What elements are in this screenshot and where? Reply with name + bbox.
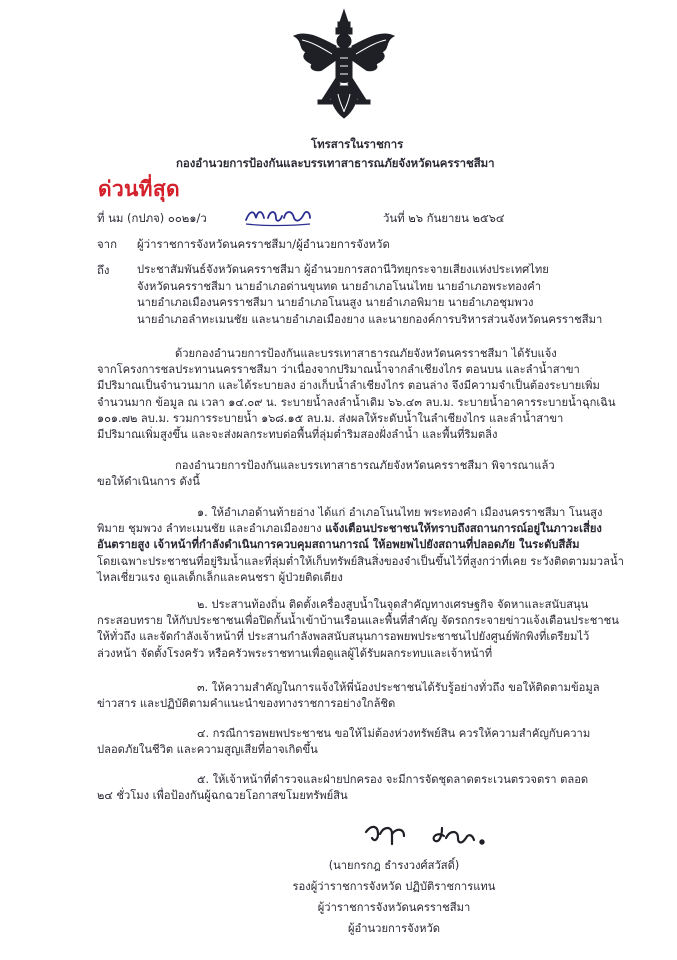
item-2 [97,597,619,662]
to-line: จังหวัดนครราชสีมา นายอำเภอด่านขุนทด นายอำเภอโนนไทย นายอำเภอพระทองคำ [137,279,542,293]
consider-line: ขอให้ดำเนินการ ดังนี้ [97,475,200,489]
item-1-line [97,521,624,537]
signer-name: (นายกรกฎ ธำรงวงศ์สวัสดิ์) [328,859,460,872]
consider-paragraph [97,458,555,490]
item-1-line: โดยเฉพาะประชาชนที่อยู่ริมน้ำและที่ลุ่มต่ำให้เก็บทรัพย์สินสิ่งของจำเป็นขึ้นไว้ที่สูงกว่าที่เคย ระวังติดตามมวลน้ำ [97,554,624,568]
item-3-line: ข่าวสาร และปฏิบัติตามคำแนะนำของทางราชการอย่างใกล้ชิด [97,697,396,711]
intro-line: มีปริมาณเป็นจำนวนมาก และได้ระบายลง อ่างเก็บน้ำลำเชียงไกร ตอนล่าง จึงมีความจำเป็นต้องระบายเพิ่ม [97,379,600,393]
intro-line: ด้วยกองอำนวยการป้องกันและบรรเทาสาธารณภัยจังหวัดนครราชสีมา ได้รับแจ้ง [175,347,557,360]
reference-number: ที่ นม (กปภจ) ๐๐๒๑/ว [97,211,207,225]
to-recipients [137,262,602,328]
item-1-text: พิมาย ชุมพวง ลำทะเมนชัย และอำเภอเมืองยาง [97,522,326,536]
intro-paragraph [97,346,616,443]
consider-line: กองอำนวยการป้องกันและบรรเทาสาธารณภัยจังหวัดนครราชสีมา พิจารณาแล้ว [175,459,555,472]
to-line: ประชาสัมพันธ์จังหวัดนครราชสีมา ผู้อำนวยการสถานีวิทยุกระจายเสียงแห่งประเทศไทย [137,263,549,276]
item-1 [97,505,624,586]
item-2-line: กระสอบทราย ให้กับประชาชนเพื่อปิดกั้นน้ำเข้าบ้านเรือนและพื้นที่สำคัญ จัดรถกระจายข่าวแจ้งเตือนประชาชน [97,614,619,628]
item-5-line: ๒๔ ชั่วโมง เพื่อป้องกันผู้ฉกฉวยโอกาสขโมยทรัพย์สิน [97,789,348,803]
from-text: ผู้ว่าราชการจังหวัดนครราชสีมา/ผู้อำนวยการจังหวัด [137,237,390,251]
garuda-emblem-icon [292,8,396,120]
document-date: วันที่ ๒๖ กันยายน ๒๕๖๔ [383,211,505,225]
signer-position-1: รองผู้ว่าราชการจังหวัด ปฏิบัติราชการแทน [292,880,496,893]
item-5-line: ๕. ให้เจ้าหน้าที่ตำรวจและฝ่ายปกครอง จะมีการจัดชุดลาดตระเวนตรวจตรา ตลอด [197,773,589,786]
to-line: นายอำเภอเมืองนครราชสีมา นายอำเภอโนนสูง นายอำเภอพิมาย นายอำเภอชุมพวง [137,296,534,309]
item-3-line: ๓. ให้ความสำคัญในการแจ้งให้พี่น้องประชาชนได้รับรู้อย่างทั่วถึง ขอให้ติดตามข้อมูล [197,681,600,694]
item-1-emphasis: อันตรายสูง เจ้าหน้าที่กำลังดำเนินการควบคุมสถานการณ์ ให้อพยพไปยังสถานที่ปลอดภัย ในระดับสีส้ม [97,538,580,552]
document-type: โทรสารในราชการ [311,137,404,151]
item-5 [97,772,588,804]
item-2-line: ให้ทั่วถึง และจัดกำลังเจ้าหน้าที่ ประสานกำลังพลสนับสนุนการอพยพประชาชนไปยังศูนย์พักพิงที่เตรียมไว้ [97,630,590,644]
to-line: นายอำเภอลำทะเมนชัย และนายอำเภอเมืองยาง และนายกองค์การบริหารส่วนจังหวัดนครราชสีมา [137,312,603,326]
handwritten-signature-icon [362,818,492,858]
signer-position-3: ผู้อำนวยการจังหวัด [347,922,441,935]
to-label: ถึง [97,263,110,277]
intro-line: มีปริมาณเพิ่มสูงขึ้น และจะส่งผลกระทบต่อพื้นที่ลุ่มต่ำริมสองฝั่งลำน้ำ และพื้นที่ริมตลิ่ง [97,428,498,442]
item-4-line: ๔. กรณีการอพยพประชาชน ขอให้ไม่ต้องห่วงทรัพย์สิน ควรให้ความสำคัญกับความ [197,727,591,740]
item-2-line: ๒. ประสานท้องถิ่น ติดตั้งเครื่องสูบน้ำในจุดสำคัญทางเศรษฐกิจ จัดหาและสนับสนุน [197,598,589,611]
item-1-line: ๑. ให้อำเภอด้านท้ายอ่าง ได้แก่ อำเภอโนนไทย พระทองคำ เมืองนครราชสีมา โนนสูง [197,506,603,519]
item-1-line: ไหลเชี่ยวแรง ดูแลเด็กเล็กและคนชรา ผู้ป่วยติดเตียง [97,570,343,584]
department-name: กองอำนวยการป้องกันและบรรเทาสาธารณภัยจังหวัดนครราชสีมา [176,156,495,170]
urgency-stamp: ด่วนที่สุด [98,177,180,201]
intro-line: จากโครงการชลประทานนครราชสีมา ว่าเนื่องจากปริมาณน้ำจากลำเชียงไกร ตอนบน และลำน้ำสาขา [97,363,580,377]
intro-line: จำนวนมาก ข้อมูล ณ เวลา ๑๔.๐๙ น. ระบายน้ำลงลำน้ำเดิม ๖๖.๔๓ ลบ.ม. ระบายน้ำอาคารระบายน้ำฉุกเฉิน [97,395,616,409]
signer-position-2: ผู้ว่าราชการจังหวัดนครราชสีมา [317,901,471,914]
item-1-emphasis: แจ้งเตือนประชาชนให้ทราบถึงสถานการณ์อยู่ในภาวะเสี่ยง [325,522,602,536]
handwritten-initials-icon [244,206,314,228]
item-4 [97,726,590,758]
item-4-line: ปลอดภัยในชีวิต และความสูญเสียที่อาจเกิดขึ้น [97,743,318,757]
item-3 [97,680,600,712]
item-2-line: ล่วงหน้า จัดตั้งโรงครัว หรือครัวพระราชทานเพื่อดูแลผู้ได้รับผลกระทบและเจ้าหน้าที่ [97,646,493,660]
from-label: จาก [97,237,117,251]
intro-line: ๑๐๑.๗๒ ลบ.ม. รวมการระบายน้ำ ๑๖๘.๑๕ ลบ.ม. ส่งผลให้ระดับน้ำในลำเชียงไกร และลำน้ำสาขา [97,411,564,425]
